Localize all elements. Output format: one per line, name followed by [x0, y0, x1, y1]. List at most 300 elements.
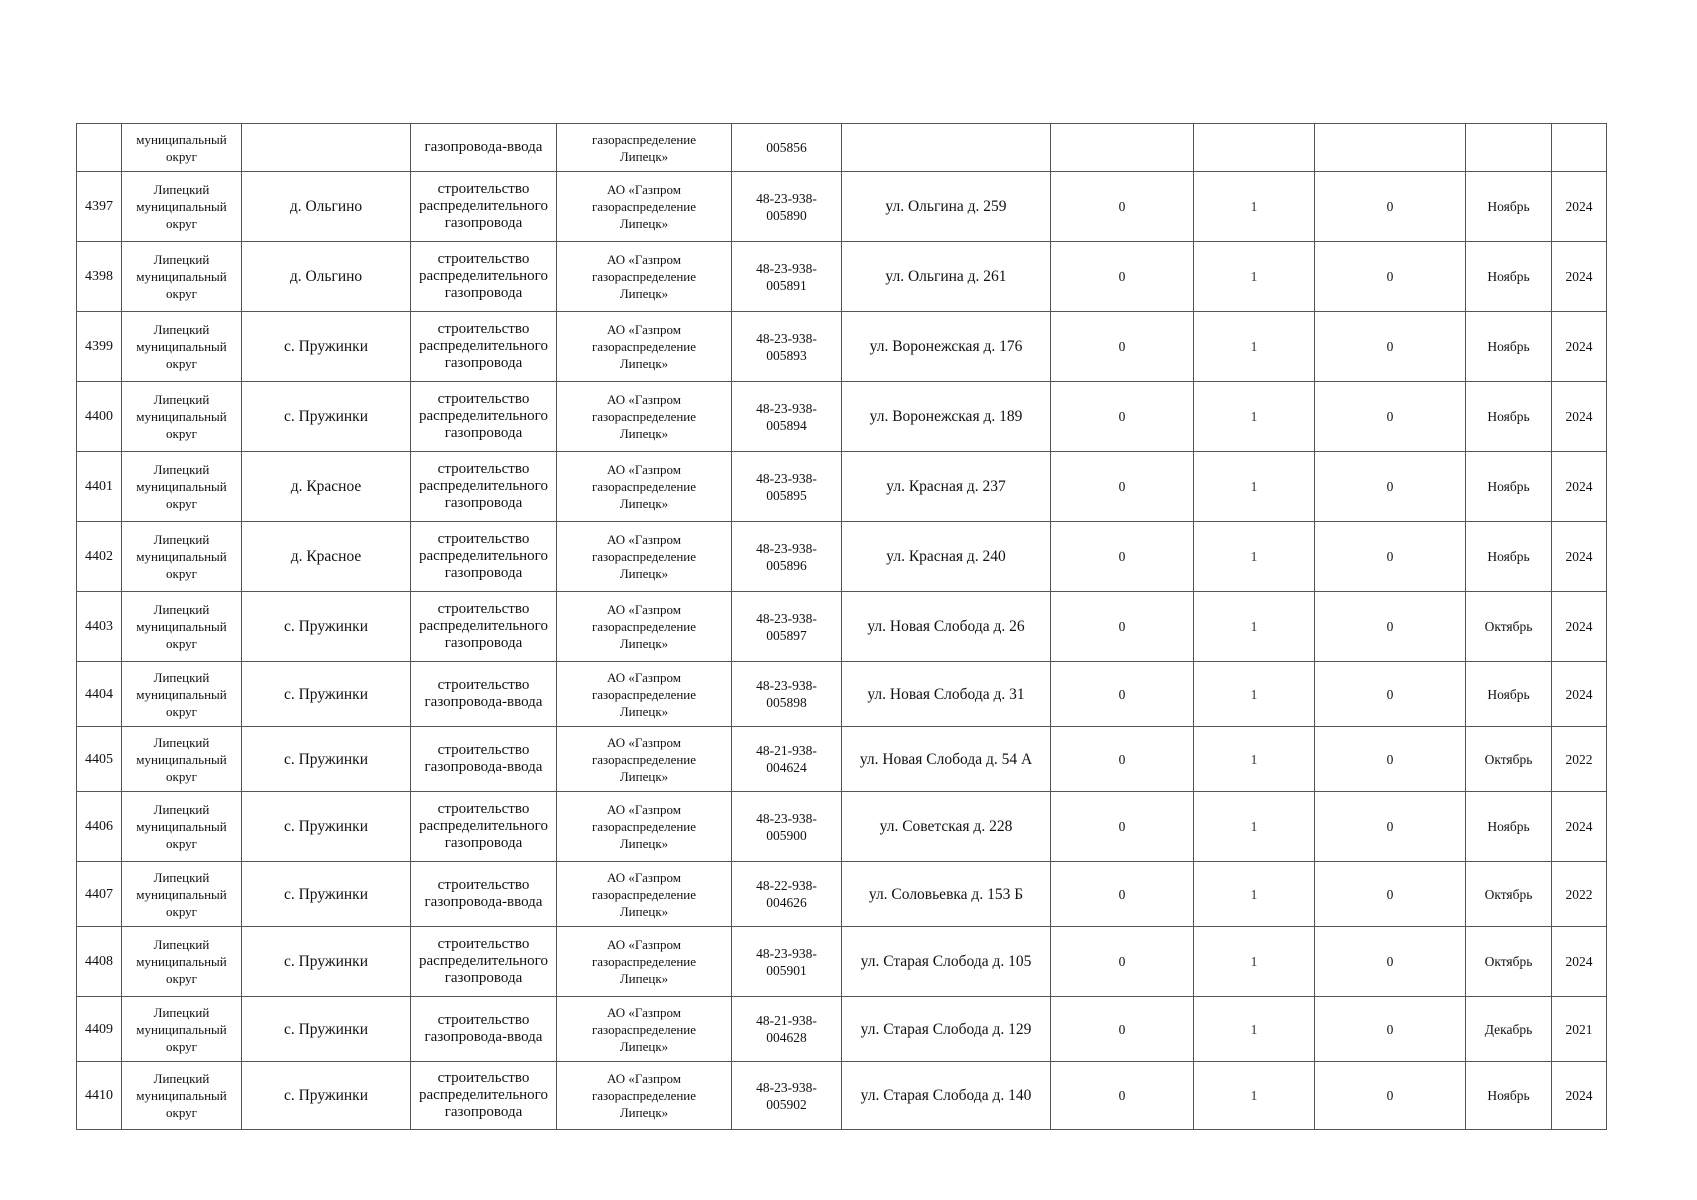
table-row	[77, 862, 1607, 927]
month-cell-line: Октябрь	[1484, 886, 1533, 902]
month-cell	[1466, 382, 1552, 452]
value-2-cell-line: 1	[1250, 954, 1258, 969]
month-cell	[1466, 522, 1552, 592]
district-cell	[122, 997, 242, 1062]
address-cell	[842, 452, 1051, 522]
value-1-cell	[1051, 172, 1194, 242]
district-cell	[122, 312, 242, 382]
district-cell-line: муниципальный	[136, 1021, 227, 1037]
value-1-cell	[1051, 1062, 1194, 1130]
district-cell-line: Липецкий	[153, 669, 210, 685]
object-code-cell-line: 005895	[766, 487, 807, 503]
work-type-cell	[411, 592, 557, 662]
value-2-cell	[1194, 1062, 1315, 1130]
district-cell-line: округ	[166, 148, 197, 164]
settlement-cell-line: с. Пружинки	[283, 685, 369, 703]
value-1-cell	[1051, 312, 1194, 382]
address-cell	[842, 312, 1051, 382]
address-cell	[842, 927, 1051, 997]
value-2-cell	[1194, 662, 1315, 727]
work-type-cell	[411, 727, 557, 792]
year-cell-line: 2024	[1565, 686, 1593, 702]
work-type-cell-line: газопровода	[444, 635, 523, 651]
value-3-cell-line: 0	[1386, 339, 1394, 354]
organization-cell-line: АО «Газпром	[607, 182, 681, 197]
year-cell	[1552, 862, 1607, 927]
district-cell	[122, 792, 242, 862]
value-3-cell	[1315, 792, 1466, 862]
work-type-cell	[411, 452, 557, 522]
district-cell-line: муниципальный	[136, 751, 227, 767]
organization-cell	[557, 382, 732, 452]
row-number-cell	[77, 242, 122, 312]
month-cell	[1466, 452, 1552, 522]
value-2-cell-line: 1	[1250, 1088, 1258, 1103]
settlement-cell-line: д. Красное	[290, 548, 362, 565]
organization-cell-line: АО «Газпром	[607, 1004, 681, 1020]
district-cell	[122, 862, 242, 927]
organization-cell	[557, 997, 732, 1062]
district-cell	[122, 1062, 242, 1130]
row-number-cell-line: 4410	[85, 1088, 113, 1103]
value-3-cell	[1315, 242, 1466, 312]
value-1-cell-line: 0	[1118, 199, 1126, 214]
work-type-cell	[411, 382, 557, 452]
object-code-cell-line: 48-21-938-	[756, 1013, 817, 1028]
organization-cell-line: газораспределение	[591, 1088, 697, 1103]
settlement-cell-line: с. Пружинки	[283, 1087, 369, 1104]
value-1-cell	[1051, 124, 1194, 172]
year-cell-line: 2024	[1565, 819, 1593, 834]
table-row	[77, 242, 1607, 312]
month-cell-line: Октябрь	[1484, 954, 1533, 969]
district-cell-line: Липецкий	[153, 462, 210, 477]
value-1-cell	[1051, 727, 1194, 792]
month-cell	[1466, 927, 1552, 997]
year-cell-line: 2024	[1565, 409, 1593, 424]
value-1-cell	[1051, 242, 1194, 312]
settlement-cell	[242, 727, 411, 792]
work-type-cell	[411, 522, 557, 592]
value-3-cell	[1315, 172, 1466, 242]
organization-cell-line: АО «Газпром	[607, 392, 681, 407]
district-cell-line: округ	[166, 971, 197, 986]
work-type-cell	[411, 124, 557, 172]
value-1-cell	[1051, 452, 1194, 522]
year-cell-line: 2024	[1565, 549, 1593, 564]
object-code-cell-line: 005902	[766, 1096, 807, 1112]
address-cell	[842, 242, 1051, 312]
value-1-cell-line: 0	[1118, 819, 1126, 834]
address-cell-line: ул. Новая Слобода д. 31	[867, 685, 1025, 703]
organization-cell-line: газораспределение	[591, 549, 697, 564]
value-3-cell	[1315, 592, 1466, 662]
organization-cell-line: Липецк»	[619, 286, 669, 301]
organization-cell-line: Липецк»	[619, 1038, 669, 1054]
value-2-cell-line: 1	[1250, 751, 1258, 767]
value-3-cell-line: 0	[1386, 819, 1394, 834]
value-2-cell-line: 1	[1250, 479, 1258, 494]
object-code-cell-line: 48-23-938-	[756, 330, 817, 346]
value-1-cell-line: 0	[1118, 686, 1126, 702]
district-cell-line: округ	[166, 703, 197, 719]
settlement-cell-line: с. Пружинки	[283, 885, 369, 903]
district-cell-line: Липецкий	[153, 182, 210, 197]
table-row	[77, 522, 1607, 592]
work-type-cell-line: распределительного	[419, 478, 548, 494]
value-1-cell-line: 0	[1118, 479, 1126, 494]
month-cell	[1466, 172, 1552, 242]
object-code-cell	[732, 522, 842, 592]
district-cell-line: округ	[166, 836, 197, 851]
month-cell	[1466, 124, 1552, 172]
row-number-cell-line: 4405	[85, 751, 113, 767]
district-cell-line: округ	[166, 768, 197, 784]
settlement-cell	[242, 662, 411, 727]
row-number-cell	[77, 662, 122, 727]
value-1-cell	[1051, 662, 1194, 727]
row-number-cell	[77, 1062, 122, 1130]
organization-cell-line: газораспределение	[591, 131, 697, 147]
address-cell	[842, 662, 1051, 727]
organization-cell-line: Липецк»	[619, 566, 669, 581]
month-cell-line: Декабрь	[1484, 1021, 1533, 1037]
table-row	[77, 997, 1607, 1062]
object-code-cell	[732, 452, 842, 522]
row-number-cell	[77, 592, 122, 662]
object-code-cell	[732, 242, 842, 312]
organization-cell	[557, 792, 732, 862]
value-3-cell	[1315, 522, 1466, 592]
row-number-cell-line: 4400	[85, 409, 113, 424]
district-cell-line: Липецкий	[153, 1004, 210, 1020]
settlement-cell	[242, 242, 411, 312]
row-number-cell	[77, 862, 122, 927]
district-cell-line: муниципальный	[136, 619, 227, 634]
settlement-cell-line: д. Ольгино	[289, 198, 363, 215]
district-cell-line: округ	[166, 216, 197, 231]
work-type-cell	[411, 927, 557, 997]
settlement-cell	[242, 592, 411, 662]
row-number-cell	[77, 927, 122, 997]
object-code-cell-line: 48-23-938-	[756, 610, 817, 626]
object-code-cell-line: 005901	[766, 962, 807, 978]
table-row	[77, 927, 1607, 997]
organization-cell	[557, 452, 732, 522]
district-cell	[122, 662, 242, 727]
object-code-cell-line: 48-23-938-	[756, 810, 817, 826]
year-cell-line: 2024	[1565, 479, 1593, 494]
work-type-cell-line: строительство	[437, 391, 530, 407]
row-number-cell-line: 4398	[85, 269, 113, 284]
value-3-cell-line: 0	[1386, 549, 1394, 564]
month-cell	[1466, 997, 1552, 1062]
year-cell-line: 2024	[1565, 1088, 1593, 1103]
work-type-cell-line: распределительного	[419, 408, 548, 424]
value-3-cell	[1315, 312, 1466, 382]
organization-cell-line: газораспределение	[591, 339, 697, 354]
month-cell	[1466, 792, 1552, 862]
district-cell	[122, 452, 242, 522]
object-code-cell	[732, 662, 842, 727]
value-2-cell	[1194, 927, 1315, 997]
value-3-cell	[1315, 452, 1466, 522]
work-type-cell-line: строительство	[437, 1012, 530, 1028]
organization-cell-line: АО «Газпром	[607, 532, 681, 547]
address-cell	[842, 997, 1051, 1062]
settlement-cell-line: с. Пружинки	[283, 953, 369, 970]
organization-cell	[557, 312, 732, 382]
month-cell	[1466, 1062, 1552, 1130]
value-1-cell-line: 0	[1118, 619, 1126, 634]
registry-table-body	[77, 124, 1607, 1130]
work-type-cell	[411, 662, 557, 727]
row-number-cell-line: 4397	[85, 199, 113, 214]
value-2-cell	[1194, 792, 1315, 862]
value-2-cell	[1194, 997, 1315, 1062]
year-cell	[1552, 522, 1607, 592]
settlement-cell-line: с. Пружинки	[283, 818, 369, 835]
district-cell	[122, 382, 242, 452]
row-number-cell-line: 4403	[85, 619, 113, 634]
row-number-cell	[77, 452, 122, 522]
month-cell-line: Ноябрь	[1487, 686, 1530, 702]
work-type-cell-line: строительство	[437, 251, 530, 267]
settlement-cell	[242, 1062, 411, 1130]
district-cell-line: муниципальный	[136, 819, 227, 834]
year-cell-line: 2024	[1565, 339, 1593, 354]
organization-cell-line: Липецк»	[619, 971, 669, 986]
value-2-cell-line: 1	[1250, 819, 1258, 834]
district-cell-line: муниципальный	[136, 479, 227, 494]
object-code-cell	[732, 727, 842, 792]
settlement-cell	[242, 124, 411, 172]
district-cell-line: округ	[166, 356, 197, 371]
object-code-cell-line: 48-23-938-	[756, 260, 817, 276]
row-number-cell	[77, 997, 122, 1062]
year-cell	[1552, 997, 1607, 1062]
table-row	[77, 452, 1607, 522]
object-code-cell-line: 48-23-938-	[756, 678, 817, 693]
district-cell-line: Липецкий	[153, 602, 210, 617]
district-cell-line: Липецкий	[153, 869, 210, 885]
month-cell	[1466, 312, 1552, 382]
address-cell-line: ул. Красная д. 237	[886, 478, 1006, 495]
district-cell-line: округ	[166, 496, 197, 511]
object-code-cell	[732, 382, 842, 452]
organization-cell-line: газораспределение	[591, 751, 697, 767]
month-cell-line: Ноябрь	[1487, 339, 1530, 354]
value-1-cell	[1051, 592, 1194, 662]
work-type-cell-line: строительство	[437, 461, 530, 477]
work-type-cell	[411, 172, 557, 242]
address-cell-line: ул. Новая Слобода д. 26	[867, 618, 1025, 635]
year-cell-line: 2022	[1565, 751, 1593, 767]
value-2-cell-line: 1	[1250, 199, 1258, 214]
settlement-cell-line: с. Пружинки	[283, 750, 369, 768]
month-cell-line: Ноябрь	[1487, 549, 1530, 564]
district-cell-line: муниципальный	[136, 339, 227, 354]
district-cell-line: округ	[166, 286, 197, 301]
value-1-cell	[1051, 927, 1194, 997]
address-cell-line: ул. Воронежская д. 176	[869, 338, 1023, 355]
organization-cell	[557, 927, 732, 997]
work-type-cell-line: газопровода	[444, 495, 523, 511]
object-code-cell-line: 005891	[766, 277, 807, 293]
work-type-cell-line: распределительного	[419, 818, 548, 834]
value-3-cell-line: 0	[1386, 1021, 1394, 1037]
year-cell-line: 2021	[1565, 1021, 1593, 1037]
organization-cell-line: газораспределение	[591, 954, 697, 969]
value-2-cell-line: 1	[1250, 686, 1258, 702]
month-cell	[1466, 242, 1552, 312]
district-cell-line: Липецкий	[153, 937, 210, 952]
organization-cell-line: газораспределение	[591, 886, 697, 902]
table-row	[77, 727, 1607, 792]
organization-cell	[557, 242, 732, 312]
value-3-cell	[1315, 862, 1466, 927]
work-type-cell-line: газопровода-ввода	[424, 759, 543, 775]
address-cell-line: ул. Красная д. 240	[886, 548, 1006, 565]
work-type-cell-line: строительство	[437, 742, 530, 758]
settlement-cell	[242, 382, 411, 452]
organization-cell-line: Липецк»	[619, 836, 669, 851]
district-cell-line: муниципальный	[136, 686, 227, 702]
value-2-cell-line: 1	[1250, 886, 1258, 902]
organization-cell-line: Липецк»	[619, 703, 669, 719]
value-2-cell-line: 1	[1250, 1021, 1258, 1037]
value-2-cell	[1194, 124, 1315, 172]
work-type-cell	[411, 862, 557, 927]
address-cell-line: ул. Советская д. 228	[879, 818, 1013, 835]
value-2-cell	[1194, 727, 1315, 792]
district-cell-line: Липецкий	[153, 392, 210, 407]
year-cell	[1552, 172, 1607, 242]
work-type-cell	[411, 312, 557, 382]
table-row	[77, 382, 1607, 452]
object-code-cell-line: 005894	[766, 417, 807, 433]
object-code-cell-line: 48-23-938-	[756, 945, 817, 961]
value-2-cell	[1194, 242, 1315, 312]
district-cell	[122, 727, 242, 792]
organization-cell-line: газораспределение	[591, 409, 697, 424]
work-type-cell-line: распределительного	[419, 953, 548, 969]
settlement-cell-line: с. Пружинки	[283, 338, 369, 355]
address-cell	[842, 727, 1051, 792]
object-code-cell-line: 48-22-938-	[756, 878, 817, 893]
value-3-cell	[1315, 997, 1466, 1062]
district-cell-line: муниципальный	[136, 409, 227, 424]
object-code-cell	[732, 792, 842, 862]
district-cell	[122, 592, 242, 662]
year-cell	[1552, 592, 1607, 662]
value-1-cell	[1051, 522, 1194, 592]
work-type-cell	[411, 997, 557, 1062]
row-number-cell-line: 4406	[85, 819, 113, 834]
organization-cell	[557, 727, 732, 792]
gasification-registry-table	[76, 123, 1607, 1130]
month-cell-line: Ноябрь	[1487, 1088, 1530, 1103]
row-number-cell	[77, 312, 122, 382]
district-cell-line: округ	[166, 1105, 197, 1120]
organization-cell-line: газораспределение	[591, 479, 697, 494]
month-cell	[1466, 727, 1552, 792]
value-3-cell-line: 0	[1386, 886, 1394, 902]
month-cell-line: Ноябрь	[1487, 479, 1530, 494]
value-1-cell-line: 0	[1118, 954, 1126, 969]
work-type-cell	[411, 1062, 557, 1130]
district-cell-line: округ	[166, 903, 197, 919]
value-2-cell-line: 1	[1250, 339, 1258, 354]
month-cell-line: Ноябрь	[1487, 269, 1530, 284]
year-cell	[1552, 382, 1607, 452]
year-cell	[1552, 792, 1607, 862]
work-type-cell-line: газопровода	[444, 425, 523, 441]
organization-cell-line: Липецк»	[619, 903, 669, 919]
settlement-cell	[242, 172, 411, 242]
value-2-cell	[1194, 452, 1315, 522]
district-cell	[122, 927, 242, 997]
object-code-cell	[732, 997, 842, 1062]
organization-cell-line: АО «Газпром	[607, 322, 681, 337]
row-number-cell	[77, 382, 122, 452]
object-code-cell	[732, 927, 842, 997]
work-type-cell-line: распределительного	[419, 1087, 548, 1103]
organization-cell	[557, 662, 732, 727]
work-type-cell-line: строительство	[437, 601, 530, 617]
work-type-cell-line: распределительного	[419, 198, 548, 214]
object-code-cell	[732, 862, 842, 927]
row-number-cell-line: 4404	[85, 686, 113, 702]
table-row	[77, 792, 1607, 862]
object-code-cell	[732, 172, 842, 242]
address-cell	[842, 522, 1051, 592]
year-cell-line: 2024	[1565, 954, 1593, 969]
month-cell	[1466, 862, 1552, 927]
organization-cell-line: Липецк»	[619, 636, 669, 651]
row-number-cell	[77, 172, 122, 242]
value-3-cell-line: 0	[1386, 751, 1394, 767]
settlement-cell-line: д. Красное	[290, 478, 362, 495]
address-cell	[842, 124, 1051, 172]
address-cell	[842, 862, 1051, 927]
value-3-cell	[1315, 662, 1466, 727]
year-cell	[1552, 242, 1607, 312]
year-cell	[1552, 662, 1607, 727]
district-cell	[122, 242, 242, 312]
district-cell-line: муниципальный	[136, 549, 227, 564]
row-number-cell-line: 4399	[85, 339, 113, 354]
value-3-cell-line: 0	[1386, 479, 1394, 494]
work-type-cell	[411, 792, 557, 862]
organization-cell-line: газораспределение	[591, 1021, 697, 1037]
settlement-cell	[242, 927, 411, 997]
object-code-cell	[732, 592, 842, 662]
district-cell-line: Липецкий	[153, 252, 210, 267]
organization-cell-line: Липецк»	[619, 496, 669, 511]
row-number-cell-line: 4409	[85, 1021, 113, 1037]
organization-cell-line: Липецк»	[619, 148, 669, 164]
organization-cell-line: Липецк»	[619, 768, 669, 784]
organization-cell	[557, 124, 732, 172]
district-cell-line: округ	[166, 636, 197, 651]
work-type-cell-line: газопровода	[444, 970, 523, 986]
value-2-cell-line: 1	[1250, 619, 1258, 634]
value-1-cell-line: 0	[1118, 886, 1126, 902]
organization-cell-line: Липецк»	[619, 356, 669, 371]
settlement-cell	[242, 522, 411, 592]
work-type-cell-line: газопровода-ввода	[424, 894, 543, 910]
